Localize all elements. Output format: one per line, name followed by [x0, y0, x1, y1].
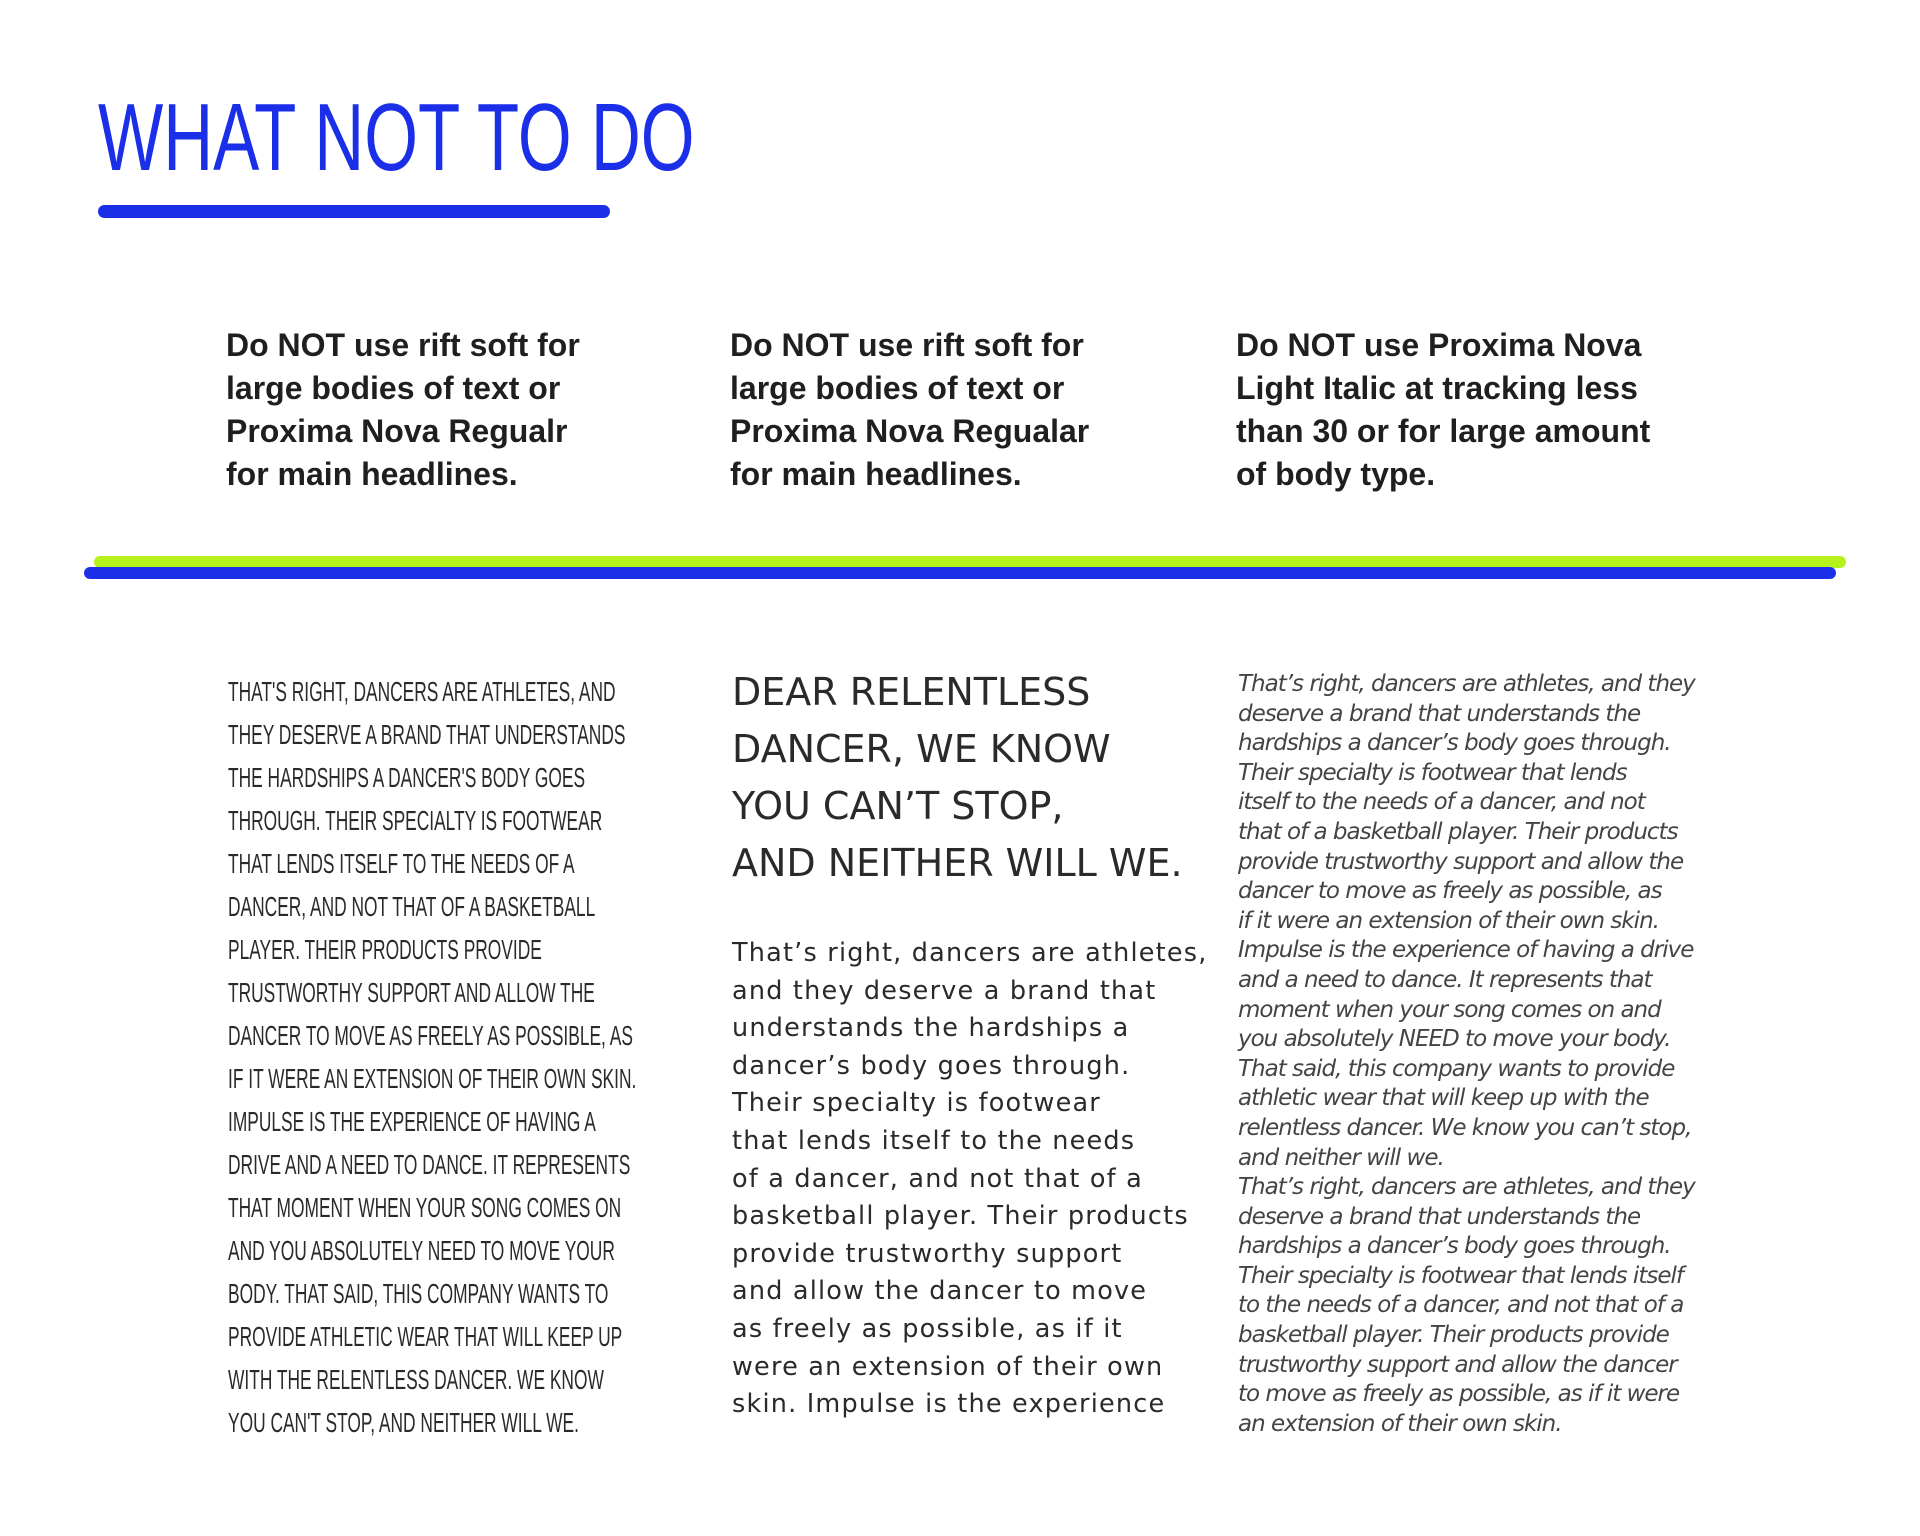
example-line: if it were an extension of their own skin. [1238, 907, 1659, 934]
example-line: TRUSTWORTHY SUPPORT AND ALLOW THE [228, 977, 595, 1008]
divider-blue [84, 567, 1836, 579]
example-line: as freely as possible, as if it [732, 1313, 1123, 1344]
example-line: That’s right, dancers are athletes, [732, 938, 1208, 968]
rule-line: large bodies of text or [226, 370, 561, 406]
example-line: moment when your song comes on and [1238, 996, 1661, 1023]
example-line: WITH THE RELENTLESS DANCER. WE KNOW [228, 1364, 604, 1395]
example-line: skin. Impulse is the experience [732, 1389, 1166, 1420]
example-line: hardships a dancer’s body goes through. [1238, 1233, 1671, 1260]
example-line: THROUGH. THEIR SPECIALTY IS FOOTWEAR [228, 805, 603, 836]
headline-line: DEAR RELENTLESS [732, 670, 1091, 714]
example-line: and a need to dance. It represents that [1238, 966, 1652, 993]
example-line: THE HARDSHIPS A DANCER'S BODY GOES [228, 762, 586, 793]
example-line: itself to the needs of a dancer, and not [1238, 789, 1645, 816]
page-title: WHAT NOT TO DO [98, 84, 695, 191]
example-line: hardships a dancer’s body goes through. [1238, 730, 1671, 757]
example-line: that of a basketball player. Their products [1238, 818, 1678, 845]
rule-line: Proxima Nova Regualar [730, 413, 1090, 449]
headline-line: AND NEITHER WILL WE. [732, 841, 1183, 885]
rule-line: Proxima Nova Regualr [226, 413, 568, 449]
example-line: provide trustworthy support [732, 1238, 1123, 1269]
example-line: THEY DESERVE A BRAND THAT UNDERSTANDS [228, 719, 626, 750]
example-line: understands the hardships a [732, 1013, 1130, 1044]
rule-line: Light Italic at tracking less [1236, 370, 1638, 406]
example-line: were an extension of their own [732, 1351, 1164, 1382]
example-line: That’s right, dancers are athletes, and they [1238, 671, 1695, 697]
example-line: to the needs of a dancer, and not that of a [1238, 1292, 1684, 1319]
rule-line: large bodies of text or [730, 370, 1065, 406]
rule-line: Do NOT use Proxima Nova [1236, 327, 1642, 363]
example-line: Their specialty is footwear that lends [1238, 759, 1627, 786]
rule-line: for main headlines. [226, 456, 518, 492]
example-line: THAT'S RIGHT, DANCERS ARE ATHLETES, AND [228, 676, 616, 707]
example-line: PROVIDE ATHLETIC WEAR THAT WILL KEEP UP [228, 1321, 623, 1352]
rule-line: for main headlines. [730, 456, 1022, 492]
rule-line: than 30 or for large amount [1236, 413, 1651, 449]
example-line: relentless dancer. We know you can’t stop, [1238, 1114, 1692, 1141]
example-line: trustworthy support and allow the dancer [1238, 1351, 1677, 1378]
example-line: and neither will we. [1238, 1144, 1444, 1171]
example-line: Their specialty is footwear [732, 1088, 1101, 1119]
example-line: and allow the dancer to move [732, 1276, 1148, 1307]
example-line: BODY. THAT SAID, THIS COMPANY WANTS TO [228, 1278, 609, 1309]
example-line: That’s right, dancers are athletes, and they [1238, 1174, 1695, 1201]
rule-text-proxima-regular [730, 324, 1200, 496]
headline-line: DANCER, WE KNOW [732, 727, 1111, 771]
example-line: IMPULSE IS THE EXPERIENCE OF HAVING A [228, 1106, 596, 1137]
rule-text-rift-soft [226, 324, 696, 496]
example-line: IF IT WERE AN EXTENSION OF THEIR OWN SKIN. [228, 1063, 637, 1094]
example-line: provide trustworthy support and allow the [1238, 848, 1684, 875]
example-line: that lends itself to the needs [732, 1125, 1136, 1156]
example-line: DANCER TO MOVE AS FREELY AS POSSIBLE, AS [228, 1020, 633, 1051]
example-line: DANCER, AND NOT THAT OF A BASKETBALL [228, 891, 596, 922]
example-line: and they deserve a brand that [732, 975, 1157, 1006]
example-light-italic-text [1238, 670, 1718, 1439]
example-line: of a dancer, and not that of a [732, 1163, 1143, 1194]
example-line: basketball player. Their products [732, 1201, 1189, 1232]
example-line: YOU CAN'T STOP, AND NEITHER WILL WE. [228, 1407, 579, 1438]
example-line: DRIVE AND A NEED TO DANCE. IT REPRESENTS [228, 1149, 631, 1180]
rule-line: Do NOT use rift soft for [226, 327, 580, 363]
example-line: to move as freely as possible, as if it were [1238, 1381, 1680, 1408]
example-line: AND YOU ABSOLUTELY NEED TO MOVE YOUR [228, 1235, 615, 1266]
example-line: THAT MOMENT WHEN YOUR SONG COMES ON [228, 1192, 622, 1223]
example-line: deserve a brand that understands the [1238, 700, 1641, 727]
example-proxima-regular-text [732, 935, 1208, 1424]
title-underline [98, 205, 610, 218]
example-line: dancer’s body goes through. [732, 1050, 1131, 1081]
example-line: athletic wear that will keep up with the [1238, 1085, 1649, 1112]
example-headline [732, 664, 1183, 892]
example-line: THAT LENDS ITSELF TO THE NEEDS OF A [228, 848, 575, 879]
rule-line: Do NOT use rift soft for [730, 327, 1084, 363]
example-line: Impulse is the experience of having a drive [1238, 937, 1694, 964]
example-line: PLAYER. THEIR PRODUCTS PROVIDE [228, 934, 542, 965]
example-line: basketball player. Their products provide [1238, 1322, 1669, 1349]
example-line: you absolutely NEED to move your body. [1238, 1026, 1671, 1053]
headline-line: YOU CAN’T STOP, [732, 784, 1064, 828]
example-line: an extension of their own skin. [1238, 1410, 1562, 1437]
example-line: That said, this company wants to provide [1238, 1055, 1675, 1082]
example-line: deserve a brand that understands the [1238, 1203, 1641, 1230]
rule-line: of body type. [1236, 456, 1436, 492]
example-line: Their specialty is footwear that lends itself [1238, 1262, 1683, 1289]
rule-text-light-italic [1236, 324, 1706, 496]
example-line: dancer to move as freely as possible, as [1238, 878, 1662, 905]
